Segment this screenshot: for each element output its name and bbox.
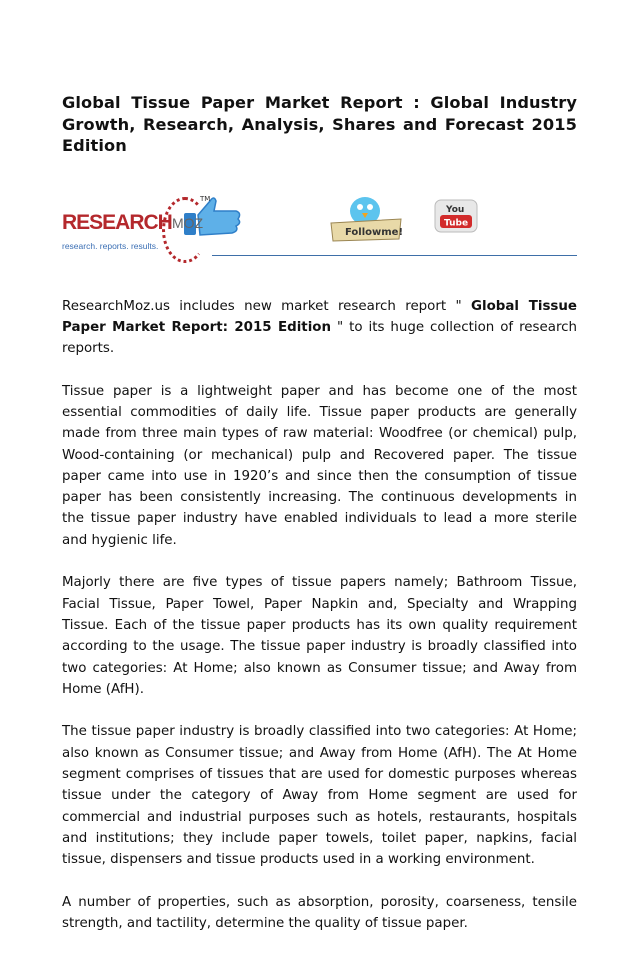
youtube-icon[interactable]: [434, 199, 478, 233]
logo-tagline: research. reports. results.: [62, 240, 159, 251]
document-page: [62, 92, 577, 956]
intro-paragraph: [62, 296, 577, 360]
youtube-you-text: You: [446, 204, 465, 215]
intro-text-before: ResearchMoz.us includes new market research report ": [62, 298, 471, 314]
body-paragraph: Tissue paper is a lightweight paper and has become one of the most essential commodities of daily life. Tissue paper products are generally made from three main types of raw material: Woodfree (or chemical) pulp, Wood-containing (or mechanical) pulp and Recovered paper. The tissue paper came into use in 1920’s and since then the consumption of tissue paper has been consistently increasing. The continuous developments in the tissue paper industry have enabled individuals to lead a more sterile and hygienic life.: [62, 383, 577, 548]
header-divider: [212, 255, 577, 256]
intro-text-after: " to its huge collection of research reports.: [62, 319, 578, 357]
follow-me-bird-icon[interactable]: [327, 195, 405, 245]
youtube-tube-text: Tube: [444, 218, 469, 228]
body-paragraph: Majorly there are five types of tissue papers namely; Bathroom Tissue, Facial Tissue, Paper Towel, Paper Napkin and, Specialty and Wrapping Tissue. Each of the tissue paper products has its own quality requirement according to the usage. The tissue paper industry is broadly classified into two categories: At Home; also known as Consumer tissue; and Away from Home (AfH).: [62, 575, 577, 697]
report-name: Global Tissue Paper Market Report: 2015 Edition: [62, 298, 578, 335]
follow-me-label: Followme!: [345, 226, 404, 238]
body-paragraph: The tissue paper industry is broadly classified into two categories: At Home; also known as Consumer tissue; and Away from Home (AfH). The At Home segment comprises of tissues that are used for domestic purposes whereas tissue under the category of Away from Home segment are used for commercial and industrial purposes such as hotels, restaurants, hospitals and institutions; they include paper towels, toilet paper, napkins, facial tissue, dispensers and tissue products used in a working environment.: [62, 724, 577, 868]
logo-moz-text: MOZ: [172, 214, 204, 231]
logo-research-text: RESEARCH: [62, 210, 172, 234]
logo-tm: TM: [200, 194, 211, 203]
body-paragraph: A number of properties, such as absorption, porosity, coarseness, tensile strength, and tactility, determine the quality of tissue paper.: [62, 894, 577, 932]
document-title: Global Tissue Paper Market Report : Global Industry Growth, Research, Analysis, Shares and Forecast 2015 Edition: [62, 93, 577, 155]
header-banner: [62, 187, 577, 267]
